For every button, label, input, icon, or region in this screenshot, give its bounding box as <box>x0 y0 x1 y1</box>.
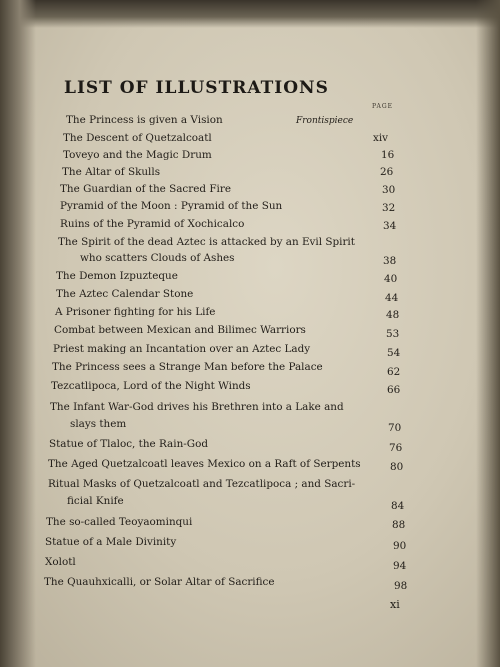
list-item-title: Xolotl <box>45 556 76 568</box>
list-item-page: 62 <box>387 366 401 378</box>
list-item-title: A Prisoner fighting for his Life <box>55 306 216 318</box>
page-folio-number: xi <box>390 598 400 611</box>
list-item-title-continued: who scatters Clouds of Ashes <box>80 252 235 264</box>
list-item-title: Ruins of the Pyramid of Xochicalco <box>60 218 245 230</box>
list-item-title: The Demon Izpuzteque <box>56 270 178 282</box>
list-item-title: The Descent of Quetzalcoatl <box>63 132 212 144</box>
list-item-title: The Aztec Calendar Stone <box>56 288 194 300</box>
list-item-title: The Spirit of the dead Aztec is attacked by an Evil Spirit <box>58 236 355 248</box>
list-item-title: Statue of Tlaloc, the Rain-God <box>49 438 208 450</box>
list-item-page: 16 <box>381 149 395 161</box>
list-item-title: The Aged Quetzalcoatl leaves Mexico on a Raft of Serpents <box>48 458 361 470</box>
list-item-title: The Quauhxicalli, or Solar Altar of Sacrifice <box>44 576 275 588</box>
list-item-title-continued: slays them <box>70 418 127 430</box>
list-item-page: 94 <box>393 560 407 572</box>
list-item-title: The Princess is given a Vision <box>66 114 223 126</box>
list-item-title: The Altar of Skulls <box>62 166 161 178</box>
list-item-page: 40 <box>384 273 398 285</box>
list-item-page: 70 <box>388 422 402 434</box>
list-item-page: 26 <box>380 166 394 178</box>
list-item-title: Statue of a Male Divinity <box>45 536 177 548</box>
list-item-page: 30 <box>382 184 396 196</box>
list-item-page: xiv <box>373 132 389 144</box>
list-item-page: 48 <box>386 309 400 321</box>
list-item-page: 98 <box>394 580 408 592</box>
list-item-title-continued: ficial Knife <box>67 495 124 507</box>
list-item-title: The Princess sees a Strange Man before the Palace <box>52 361 323 373</box>
list-item-title: The Guardian of the Sacred Fire <box>60 183 231 195</box>
list-item-page: Frontispiece <box>296 116 354 126</box>
list-item-page: 32 <box>382 202 396 214</box>
list-item-page: 53 <box>386 328 400 340</box>
list-item-page: 38 <box>383 255 397 267</box>
list-item-title: Toveyo and the Magic Drum <box>63 149 212 161</box>
list-item-title: Ritual Masks of Quetzalcoatl and Tezcatlipoca ; and Sacri- <box>48 478 356 490</box>
list-item-title: Combat between Mexican and Bilimec Warriors <box>54 324 306 336</box>
list-item-title: Pyramid of the Moon : Pyramid of the Sun <box>60 200 283 212</box>
list-item-page: 84 <box>391 500 405 512</box>
list-item-page: 88 <box>392 519 406 531</box>
list-item-page: 34 <box>383 220 397 232</box>
list-item-title: The Infant War-God drives his Brethren into a Lake and <box>50 401 344 413</box>
list-item-title: Tezcatlipoca, Lord of the Night Winds <box>51 380 251 392</box>
page-column-label: PAGE <box>372 103 393 110</box>
list-item-title: Priest making an Incantation over an Aztec Lady <box>53 343 311 355</box>
list-item-title: The so-called Teoyaominqui <box>46 516 193 528</box>
page-title: LIST OF ILLUSTRATIONS <box>64 78 329 98</box>
list-item-page: 90 <box>393 540 407 552</box>
list-item-page: 80 <box>390 461 404 473</box>
list-item-page: 66 <box>387 384 401 396</box>
list-item-page: 76 <box>389 442 403 454</box>
list-item-page: 44 <box>385 292 399 304</box>
list-item-page: 54 <box>387 347 401 359</box>
